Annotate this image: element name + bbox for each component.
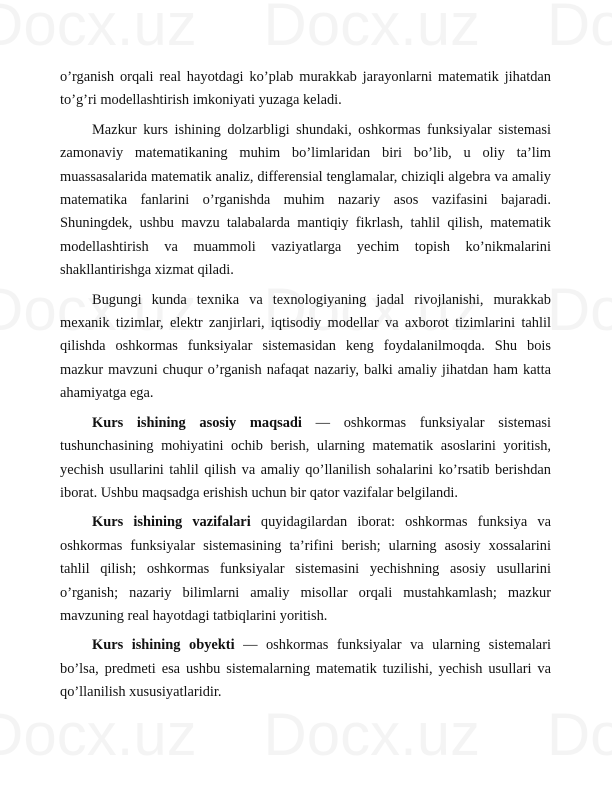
paragraph-lead: Kurs ishining vazifalari	[92, 514, 251, 531]
paragraph-importance	[60, 289, 551, 406]
paragraph-relevance	[60, 119, 551, 283]
paragraph-text: — oshkormas funksiyalar va ularning sistemalari bo’lsa, predmeti esa ushbu sistemalarning matematik tuzilishi, yechish usullari va qo’llanilish xususiyatlaridir.	[60, 637, 551, 701]
paragraph-lead: Kurs ishining asosiy maqsadi	[92, 414, 302, 431]
document-body	[60, 66, 551, 711]
paragraph-object	[60, 634, 551, 704]
paragraph-text: Bugungi kunda texnika va texnologiyaning jadal rivojlanishi, murakkab mexanik tizimlar, elektr zanjirlari, iqtisodiy modellar va axborot tizimlarini tahlil qilishda oshkormas funksiyalar sistemasidan keng foydalanilmoqda. Shu bois mazkur mavzuni chuqur o’rganish nafaqat nazariy, balki amaliy jihatdan ham katta ahamiyatga ega.	[60, 291, 551, 402]
paragraph-tasks	[60, 511, 551, 628]
watermark	[0, 0, 612, 59]
paragraph-text: quyidagilardan iborat: oshkormas funksiya va oshkormas funksiyalar sistemasining ta’rifini berish; ularning asosiy xossalarini tahlil qilish; oshkormas funksiyalar sistemasini yechishning asosiy usullarini o’rganish; nazariy bilimlarni amaliy misollar orqali mustahkamlash; mazkur mavzuning real hayotdagi tatbiqlarini yoritish.	[60, 514, 551, 624]
paragraph-text: o’rganish orqali real hayotdagi ko’plab murakkab jarayonlarni matematik jihatdan to’g’ri modellashtirish imkoniyati yuzaga keladi.	[60, 69, 551, 109]
paragraph-lead: Kurs ishining obyekti	[92, 637, 235, 654]
paragraph-goal	[60, 412, 551, 506]
paragraph-text: — oshkormas funksiyalar sistemasi tushunchasining mohiyatini ochib berish, ularning matematik asoslarini yoritish, yechish usullarini tahlil qilish va amaliy qo’llanilish sohalarini ko’rsatib berishdan iborat. Ushbu maqsadga erishish uchun bir qator vazifalar belgilandi.	[60, 414, 552, 501]
paragraph-intro-continuation	[60, 66, 551, 113]
paragraph-text: Mazkur kurs ishining dolzarbligi shundaki, oshkormas funksiyalar sistemasi zamonaviy matematikaning muhim bo’limlaridan biri bo’lib, u oliy ta’lim muassasalarida matematik analiz, differensial tenglamalar, chiziqli algebra va amaliy matematika fanlarini o’rganishda muhim nazariy asos vazifasini bajaradi. Shuningdek, ushbu mavzu talabalarda mantiqiy fikrlash, tahlil qilish, matematik modellashtirish va muammoli vaziyatlarga yechim topish ko’nikmalarini shakllantirishga xizmat qiladi.	[60, 121, 551, 279]
